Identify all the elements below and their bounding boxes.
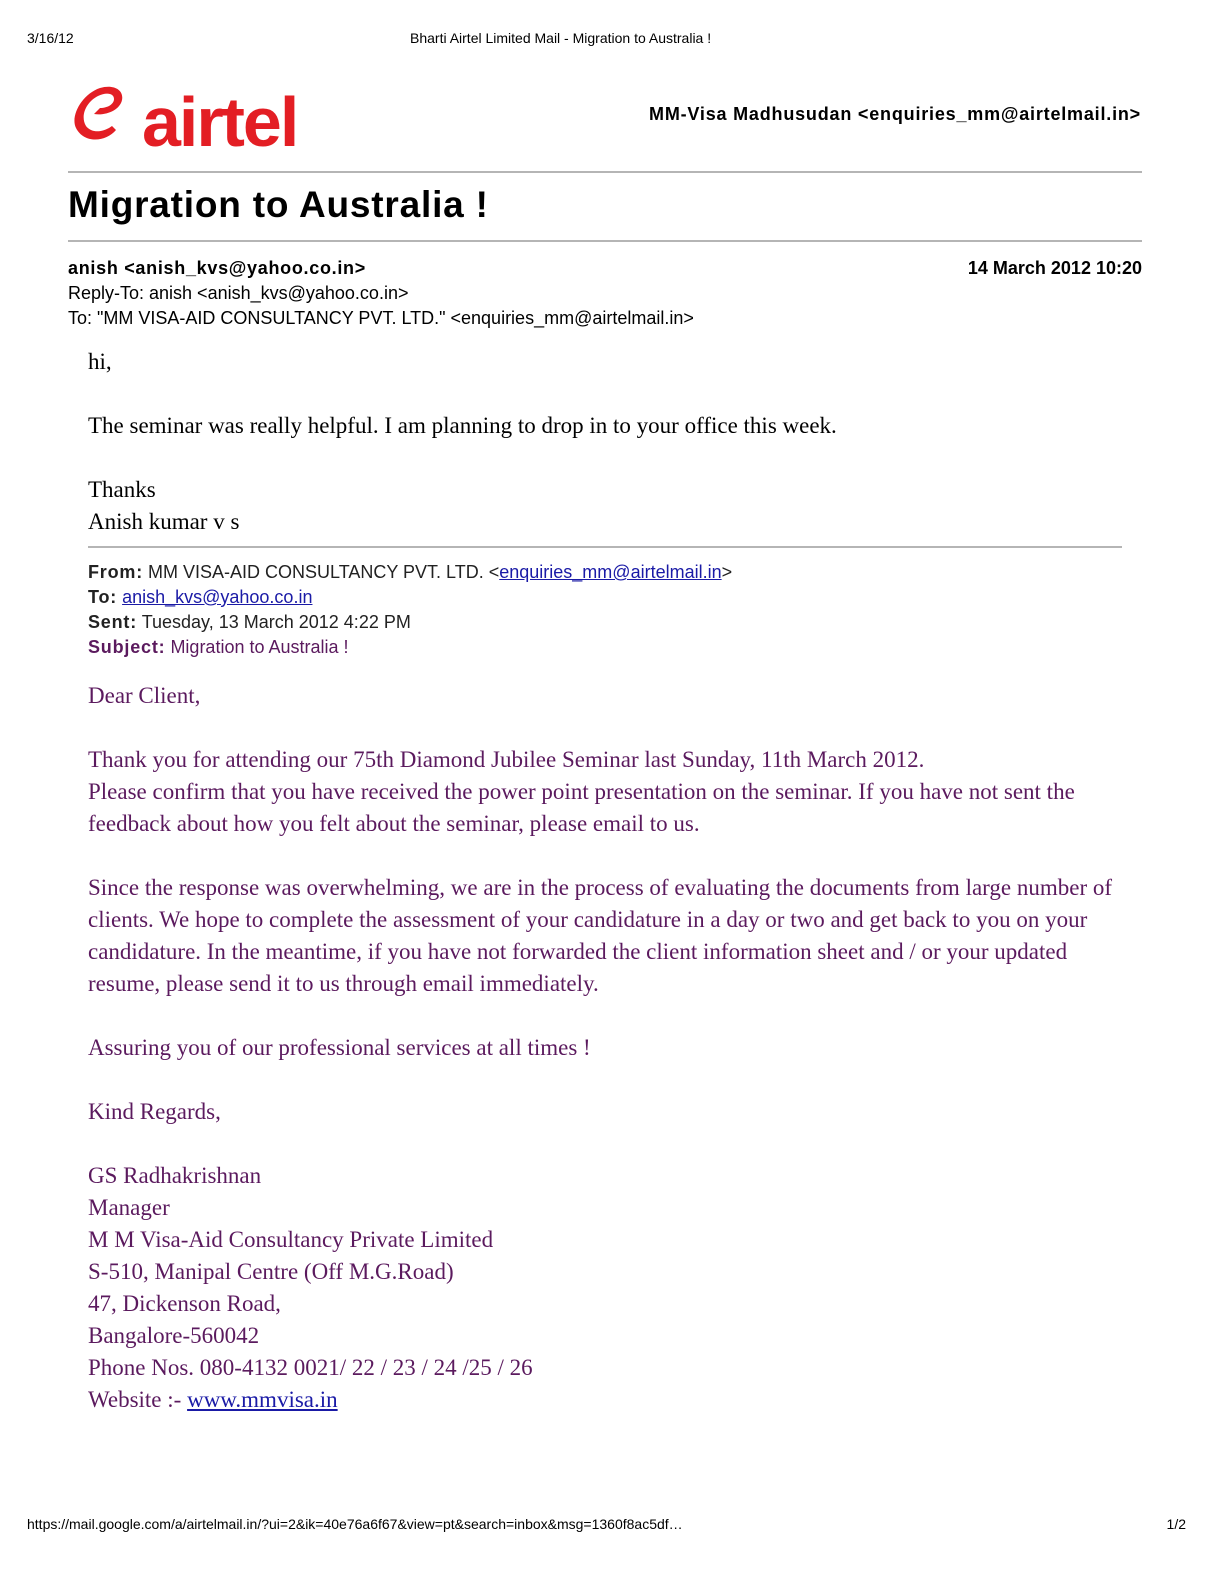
airtel-logo — [66, 80, 306, 152]
sig-city: Bangalore-560042 — [88, 1323, 260, 1348]
quoted-from: From: MM VISA-AID CONSULTANCY PVT. LTD. <enquiries_mm@airtelmail.in> — [88, 562, 733, 582]
body-line: The seminar was really helpful. I am planning to drop in to your office this week. — [88, 413, 837, 438]
print-footer — [27, 1516, 1186, 1532]
quoted-from-email-link[interactable]: enquiries_mm@airtelmail.in — [499, 562, 722, 582]
quoted-subject: Subject: Migration to Australia ! — [88, 637, 349, 657]
header-divider — [68, 171, 1142, 173]
sig-address-1: S-510, Manipal Centre (Off M.G.Road) — [88, 1259, 454, 1284]
quote-divider — [88, 546, 1122, 548]
website-link[interactable]: www.mmvisa.in — [187, 1387, 338, 1412]
print-title: Bharti Airtel Limited Mail - Migration to Australia ! — [410, 30, 712, 46]
quoted-to: To: anish_kvs@yahoo.co.in — [88, 587, 313, 607]
message-header — [68, 256, 1142, 331]
thread-subject: Migration to Australia ! — [68, 184, 489, 225]
sig-name: GS Radhakrishnan — [88, 1163, 262, 1188]
message-sender: anish <anish_kvs@yahoo.co.in> — [68, 258, 366, 278]
quoted-para2: Since the response was overwhelming, we are in the process of evaluating the documents from large number of clients. We hope to complete the assessment of your candidature in a day or two and get back to you on your candidature. In the meantime, if you have not forwarded the client information sheet and / or your updated resume, please send it to us through email immediately. — [88, 875, 1113, 996]
sig-company: M M Visa-Aid Consultancy Private Limited — [88, 1227, 494, 1252]
sig-address-2: 47, Dickenson Road, — [88, 1291, 281, 1316]
quoted-closing: Kind Regards, — [88, 1099, 221, 1124]
quoted-salutation: Dear Client, — [88, 683, 201, 708]
page-number: 1/2 — [1166, 1516, 1186, 1532]
logo-wordmark: airtel — [142, 83, 298, 152]
quoted-to-email-link[interactable]: anish_kvs@yahoo.co.in — [122, 587, 313, 607]
message-body — [88, 346, 1128, 1416]
quoted-header — [88, 560, 1128, 660]
quoted-para3: Assuring you of our professional services at all times ! — [88, 1035, 591, 1060]
body-greeting: hi, — [88, 349, 112, 374]
sig-website: Website :- www.mmvisa.in — [88, 1387, 338, 1412]
body-thanks: Thanks — [88, 477, 156, 502]
quoted-para1a: Thank you for attending our 75th Diamond Jubilee Seminar last Sunday, 11th March 2012. — [88, 747, 925, 772]
quoted-para1b: Please confirm that you have received the power point presentation on the seminar. If you have not sent the feedback about how you felt about the seminar, please email to us. — [88, 779, 1075, 836]
print-url: https://mail.google.com/a/airtelmail.in/?ui=2&ik=40e76a6f67&view=pt&search=inbox&msg=1360f8ac5df… — [27, 1516, 683, 1532]
subject-divider — [68, 240, 1142, 242]
quoted-sent: Sent: Tuesday, 13 March 2012 4:22 PM — [88, 612, 411, 632]
message-date: 14 March 2012 10:20 — [967, 258, 1142, 278]
account-address: MM-Visa Madhusudan <enquiries_mm@airtelmail.in> — [649, 104, 1141, 124]
sig-title: Manager — [88, 1195, 170, 1220]
print-date: 3/16/12 — [27, 30, 74, 46]
sig-phone: Phone Nos. 080-4132 0021/ 22 / 23 / 24 /25 / 26 — [88, 1355, 533, 1380]
quoted-body — [88, 680, 1128, 1416]
print-header — [27, 30, 1194, 50]
message-to: To: "MM VISA-AID CONSULTANCY PVT. LTD." <enquiries_mm@airtelmail.in> — [68, 308, 694, 328]
body-signature: Anish kumar v s — [88, 509, 240, 534]
message-reply-to: Reply-To: anish <anish_kvs@yahoo.co.in> — [68, 283, 409, 303]
